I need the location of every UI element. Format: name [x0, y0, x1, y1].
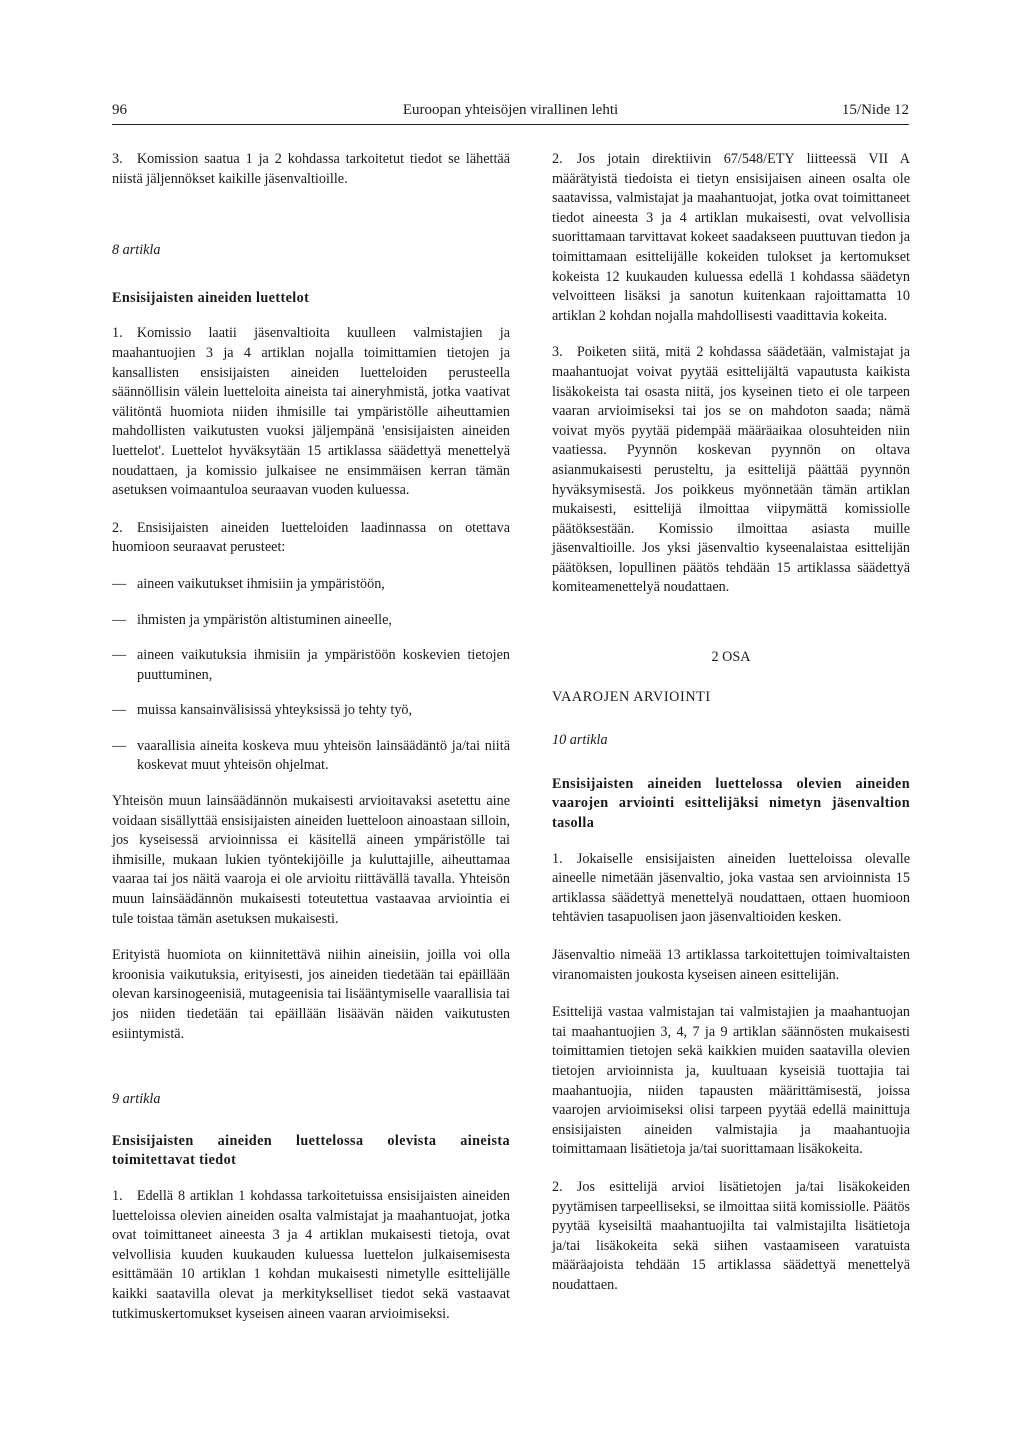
- article-10-paragraph-2: Jäsenvaltio nimeää 13 artiklassa tarkoitettujen toimivaltaisten viranomaisten joukosta kyseisen aineen esittelijän.: [552, 947, 910, 983]
- left-column: [112, 150, 510, 1324]
- volume-label: 15/Nide 12: [841, 102, 909, 118]
- article-10-label: 10 artikla: [552, 732, 608, 749]
- part-label: 2 OSA: [711, 649, 751, 666]
- part-title: VAAROJEN ARVIOINTI: [552, 688, 711, 705]
- article-9-paragraph-1: 1. Edellä 8 artiklan 1 kohdassa tarkoitetuissa ensisijaisten aineiden luetteloissa olevien aineiden osalta valmistajat ja maahantuojat, jotka ovat toimittaneet aineesta 3 ja 4 artiklan mukaisesti tietoja, ovat velvollisia kuuden kuukauden kuluessa luettelon julkaisemisesta esittämään 10 artiklan 1 kohdan mukaisesti nimetylle esittelijälle kaikki saatavilla olevat ja merkitykselliset tiedot sekä vastaavat tutkimuskertomukset kyseisen aineen vaaran arvioimiseksi.: [112, 1187, 510, 1322]
- criteria-item: — muissa kansainvälisissä yhteyksissä jo tehty työ,: [112, 701, 510, 721]
- article-8-title: Ensisijaisten aineiden luettelot: [112, 289, 310, 306]
- dash-marker: —: [112, 611, 127, 628]
- criteria-item: — ihmisten ja ympäristön altistuminen aineelle,: [112, 611, 510, 631]
- dash-marker: —: [112, 737, 127, 754]
- article-10-paragraph-4: 2. Jos esittelijä arvioi lisätietojen ja/tai lisäkokeiden pyytämisen tarpeelliseksi, se ilmoittaa siitä komissiolle. Päätös pyytää kyseisiltä maahantuojilta tai valmistajilta lisätietoja ja/tai lisäkokeita sekä siihen vastaamiseen varatuista määräajoista tehdään 15 artiklassa säädettyä menettelyä noudattaen.: [552, 1178, 910, 1293]
- article-8-paragraph-3: Yhteisön muun lainsäädännön mukaisesti arvioitavaksi asetettu aine voidaan sisällyttää ensisijaisten aineiden luetteloon ainoastaan silloin, jos kyseisessä arvioinnissa ei käsitellä aineen ympäristölle tai ihmisille, mukaan lukien työntekijöille ja kuluttajille, aiheuttamaa vaaraa tai jos näitä vaaroja ei ole arvioitu riittävällä tavalla. Yhteisön muun lainsäädännön mukaisesti toteutettua vastaavaa arviointia ei tule toistaa tämän asetuksen mukaisesti.: [112, 793, 510, 927]
- article-10-title: Ensisijaisten aineiden luettelossa olevien aineiden vaarojen arviointi esittelijäksi nimetyn jäsenvaltion tasolla: [552, 775, 910, 832]
- article-9-paragraph-2: 2. Jos jotain direktiivin 67/548/ETY liitteessä VII A määrätyistä tiedoista ei tietyn ensisijaisen aineen osalta ole saatavissa, valmistajat ja maahantuojat, jotka ovat toimittaneet tiedot aineesta 3 ja 4 artiklan mukaisesti, ovat velvollisia suorittamaan tarvittavat kokeet saadakseen puuttuvan tiedon ja toimittamaan esittelijälle kokeiden tulokset ja kertomukset kokeista 12 kuukauden kuluessa edellä 1 kohdassa säädetyn velvoitteen lisäksi ja sanotun kuitenkaan rajoittamatta 10 artiklan 2 kohdan nojalla mahdollisesti vaadittavia kokeita.: [552, 151, 910, 324]
- article-8-paragraph-4: Erityistä huomiota on kiinnitettävä niihin aineisiin, joilla voi olla kroonisia vaikutuksia, erityisesti, jos aineiden tiedetään tai epäillään olevan karsinogeenisiä, mutageenisia tai lisääntymiselle vaarallisia tai jos niiden tiedetään tai epäillään lisäävän näiden vaikutusten esiintymistä.: [112, 947, 510, 1042]
- article-9-paragraph-3: 3. Poiketen siitä, mitä 2 kohdassa säädetään, valmistajat ja maahantuojat voivat pyytää esittelijältä vapautusta kaikista lisäkokeista tai osasta niitä, jos kyseinen tieto ei ole tarpeen vaaran arvioimiseksi tai jos se on mahdoton saada; nämä voivat myös pyytää pidempää määräaikaa olosuhteiden niin vaatiessa. Pyynnön koskevan pyynnön on oltava asianmukaisesti perusteltu, ja esittelijä päättää pyynnön hyväksymisestä. Jos poikkeus myönnetään tämän artiklan mukaisesti, esittelijä ilmoittaa viipymättä komissiolle päätöksestään. Komissio ilmoittaa asiasta muille jäsenvaltioille. Jos yksi jäsenvaltio kyseenalaistaa esittelijän päätöksen, lopullinen päätös tehdään 15 artiklassa säädettyä komiteamenettelyä noudattaen.: [552, 344, 910, 596]
- article-10-paragraph-1: 1. Jokaiselle ensisijaisten aineiden luetteloissa olevalle aineelle nimetään jäsenvaltio, joka vastaa sen arvioinnista 15 artiklassa säädettyä menettelyä noudattaen, ottaen huomioon tehtävien tasapuolisen jaon jäsenvaltioiden kesken.: [552, 850, 910, 926]
- dash-marker: —: [112, 702, 127, 719]
- dash-marker: —: [112, 647, 127, 664]
- journal-title: Euroopan yhteisöjen virallinen lehti: [402, 102, 619, 118]
- article-8-paragraph-1: 1. Komissio laatii jäsenvaltioita kuulleen valmistajien ja maahantuojien 3 ja 4 artiklan nojalla toimittamien tietojen ja kansallisten ensisijaisten aineiden luetteloiden perusteella säännöllisin välein luetteloita aineista tai aineryhmistä, jotka vaativat välitöntä huomiota niiden ihmisille tai ympäristölle aiheuttamien mahdollisten vaikutusten vuoksi jäljempänä 'ensisijaisten aineiden luettelot'. Luettelot hyväksytään 15 artiklassa säädettyä menettelyä noudattaen, ja komissio julkaisee ne ensimmäisen kerran tämän asetuksen voimaantuloa seuraavan vuoden kuluessa.: [112, 325, 510, 499]
- article-8-paragraph-2: 2. Ensisijaisten aineiden luetteloiden laadinnassa on otettava huomioon seuraavat perusteet:: [112, 519, 510, 556]
- dash-marker: —: [112, 575, 127, 592]
- page-number: 96: [112, 102, 127, 118]
- right-column: [552, 150, 910, 1296]
- article-10-paragraph-3: Esittelijä vastaa valmistajan tai valmistajien ja maahantuojan tai maahantuojien 3, 4, 7 ja 9 artiklan säännösten mukaisesti toimittamien tietojen sekä kaikkien muiden saatavilla olevien tietojen arvioinnista ja, kuultuaan kyseisiä tuottajia tai maahantuojia, niiden tapausten määrittämisestä, joissa vaarojen arvioimiseksi olisi tarpeen pyytää edellä mainittuja ensisijaisten aineiden valmistajia ja maahantuojia toimittamaan lisätietoja ja/tai suorittamaan lisäkokeita.: [552, 1004, 910, 1158]
- article-8-label: 8 artikla: [112, 242, 161, 259]
- header-rule: [112, 124, 909, 125]
- criteria-item: — vaarallisia aineita koskeva muu yhteisön lainsäädäntö ja/tai niitä koskevat muut yhteisön ohjelmat.: [112, 737, 510, 774]
- article-9-title: Ensisijaisten aineiden luettelossa olevista aineista toimitettavat tiedot: [112, 1132, 510, 1169]
- paragraph-7-3: 3. Komission saatua 1 ja 2 kohdassa tarkoitetut tiedot se lähettää niistä jäljennökset kaikille jäsenvaltioille.: [112, 151, 510, 187]
- page-header: [112, 102, 909, 124]
- criteria-item: — aineen vaikutuksia ihmisiin ja ympäristöön koskevien tietojen puuttuminen,: [112, 647, 510, 683]
- article-9-label: 9 artikla: [112, 1091, 161, 1108]
- criteria-item: — aineen vaikutukset ihmisiin ja ympäristöön,: [112, 575, 510, 595]
